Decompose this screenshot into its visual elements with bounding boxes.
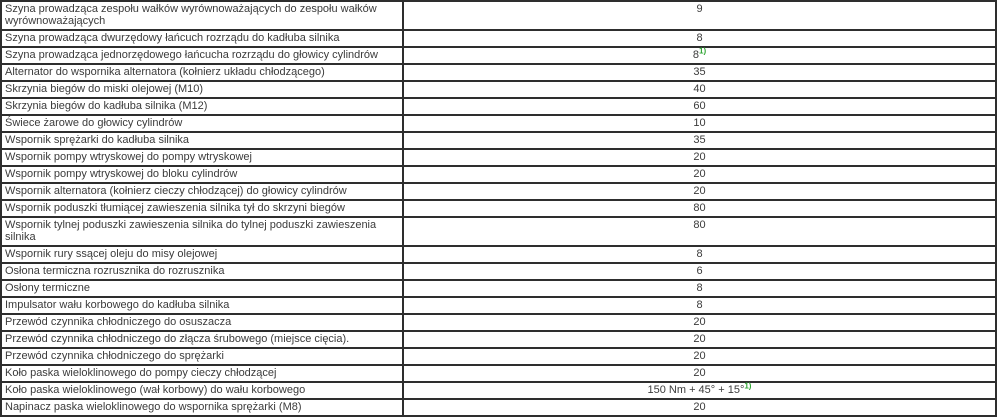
torque-value-cell bbox=[403, 47, 996, 64]
table-row bbox=[1, 246, 996, 263]
table-row bbox=[1, 365, 996, 382]
torque-value-cell bbox=[403, 149, 996, 166]
torque-value-cell bbox=[403, 183, 996, 200]
component-cell: Koło paska wieloklinowego (wał korbowy) do wału korbowego bbox=[1, 382, 403, 399]
table-row bbox=[1, 314, 996, 331]
torque-value: 40 bbox=[693, 83, 706, 95]
torque-value: 150 Nm + 45° + 15° bbox=[647, 384, 745, 396]
torque-value: 35 bbox=[693, 134, 706, 146]
component-cell: Wspornik pompy wtryskowej do bloku cylindrów bbox=[1, 166, 403, 183]
torque-value: 20 bbox=[693, 316, 706, 328]
torque-value: 6 bbox=[696, 265, 703, 277]
torque-value-cell bbox=[403, 399, 996, 416]
table-row bbox=[1, 47, 996, 64]
component-cell: Wspornik pompy wtryskowej do pompy wtryskowej bbox=[1, 149, 403, 166]
table-row bbox=[1, 98, 996, 115]
torque-value-cell bbox=[403, 365, 996, 382]
component-cell: Impulsator wału korbowego do kadłuba silnika bbox=[1, 297, 403, 314]
table-row bbox=[1, 183, 996, 200]
table-row bbox=[1, 399, 996, 416]
torque-value: 10 bbox=[693, 117, 706, 129]
torque-value-cell bbox=[403, 30, 996, 47]
component-cell: Szyna prowadząca jednorzędowego łańcucha rozrządu do głowicy cylindrów bbox=[1, 47, 403, 64]
torque-value-cell bbox=[403, 382, 996, 399]
torque-value-cell bbox=[403, 132, 996, 149]
table-row bbox=[1, 64, 996, 81]
component-cell: Skrzynia biegów do kadłuba silnika (M12) bbox=[1, 98, 403, 115]
table-row bbox=[1, 200, 996, 217]
torque-value-cell bbox=[403, 297, 996, 314]
torque-value: 8 bbox=[696, 282, 703, 294]
table-row bbox=[1, 348, 996, 365]
component-cell: Przewód czynnika chłodniczego do sprężarki bbox=[1, 348, 403, 365]
table-row bbox=[1, 217, 996, 246]
table-row bbox=[1, 280, 996, 297]
footnote-marker: 1) bbox=[744, 381, 752, 391]
torque-value-cell bbox=[403, 348, 996, 365]
table-row bbox=[1, 81, 996, 98]
component-cell: Wspornik sprężarki do kadłuba silnika bbox=[1, 132, 403, 149]
component-cell: Alternator do wspornika alternatora (kołnierz układu chłodzącego) bbox=[1, 64, 403, 81]
component-cell: Wspornik rury ssącej oleju do misy olejowej bbox=[1, 246, 403, 263]
footnote-marker: 1) bbox=[699, 46, 707, 56]
torque-value-cell bbox=[403, 331, 996, 348]
torque-value-cell bbox=[403, 64, 996, 81]
torque-value: 8 bbox=[696, 299, 703, 311]
table-row bbox=[1, 149, 996, 166]
torque-value-cell bbox=[403, 166, 996, 183]
torque-value: 20 bbox=[693, 401, 706, 413]
component-cell: Osłona termiczna rozrusznika do rozrusznika bbox=[1, 263, 403, 280]
component-cell: Napinacz paska wieloklinowego do wspornika sprężarki (M8) bbox=[1, 399, 403, 416]
torque-value: 8 bbox=[692, 49, 699, 61]
torque-value-cell bbox=[403, 280, 996, 297]
torque-value: 80 bbox=[693, 219, 706, 231]
torque-value-cell bbox=[403, 314, 996, 331]
torque-value-cell bbox=[403, 200, 996, 217]
torque-value: 20 bbox=[693, 333, 706, 345]
table-body bbox=[1, 1, 996, 416]
torque-value-cell bbox=[403, 81, 996, 98]
component-cell: Szyna prowadząca zespołu wałków wyrównoważających do zespołu wałków wyrównoważających bbox=[1, 1, 403, 30]
torque-value-cell bbox=[403, 98, 996, 115]
component-cell: Przewód czynnika chłodniczego do złącza śrubowego (miejsce cięcia). bbox=[1, 331, 403, 348]
table-row bbox=[1, 1, 996, 30]
component-cell: Osłony termiczne bbox=[1, 280, 403, 297]
torque-value: 80 bbox=[693, 202, 706, 214]
torque-value-cell bbox=[403, 246, 996, 263]
torque-value: 20 bbox=[693, 367, 706, 379]
table-row bbox=[1, 115, 996, 132]
torque-value-cell bbox=[403, 217, 996, 246]
torque-value: 20 bbox=[693, 350, 706, 362]
table-row bbox=[1, 331, 996, 348]
component-cell: Szyna prowadząca dwurzędowy łańcuch rozrządu do kadłuba silnika bbox=[1, 30, 403, 47]
table-row bbox=[1, 297, 996, 314]
component-cell: Koło paska wieloklinowego do pompy cieczy chłodzącej bbox=[1, 365, 403, 382]
component-cell: Skrzynia biegów do miski olejowej (M10) bbox=[1, 81, 403, 98]
torque-value-cell bbox=[403, 115, 996, 132]
table-row bbox=[1, 263, 996, 280]
torque-value-cell bbox=[403, 1, 996, 30]
torque-value: 20 bbox=[693, 185, 706, 197]
table-row bbox=[1, 166, 996, 183]
table-row bbox=[1, 382, 996, 399]
component-cell: Wspornik alternatora (kołnierz cieczy chłodzącej) do głowicy cylindrów bbox=[1, 183, 403, 200]
torque-value: 20 bbox=[693, 151, 706, 163]
component-cell: Przewód czynnika chłodniczego do osuszacza bbox=[1, 314, 403, 331]
component-cell: Świece żarowe do głowicy cylindrów bbox=[1, 115, 403, 132]
torque-value: 35 bbox=[693, 66, 706, 78]
component-cell: Wspornik poduszki tłumiącej zawieszenia silnika tył do skrzyni biegów bbox=[1, 200, 403, 217]
torque-value: 9 bbox=[696, 3, 703, 15]
table-row bbox=[1, 30, 996, 47]
torque-value-cell bbox=[403, 263, 996, 280]
torque-value: 8 bbox=[696, 32, 703, 44]
torque-value: 8 bbox=[696, 248, 703, 260]
torque-value: 60 bbox=[693, 100, 706, 112]
torque-value: 20 bbox=[693, 168, 706, 180]
table-row bbox=[1, 132, 996, 149]
component-cell: Wspornik tylnej poduszki zawieszenia silnika do tylnej poduszki zawieszenia silnika bbox=[1, 217, 403, 246]
